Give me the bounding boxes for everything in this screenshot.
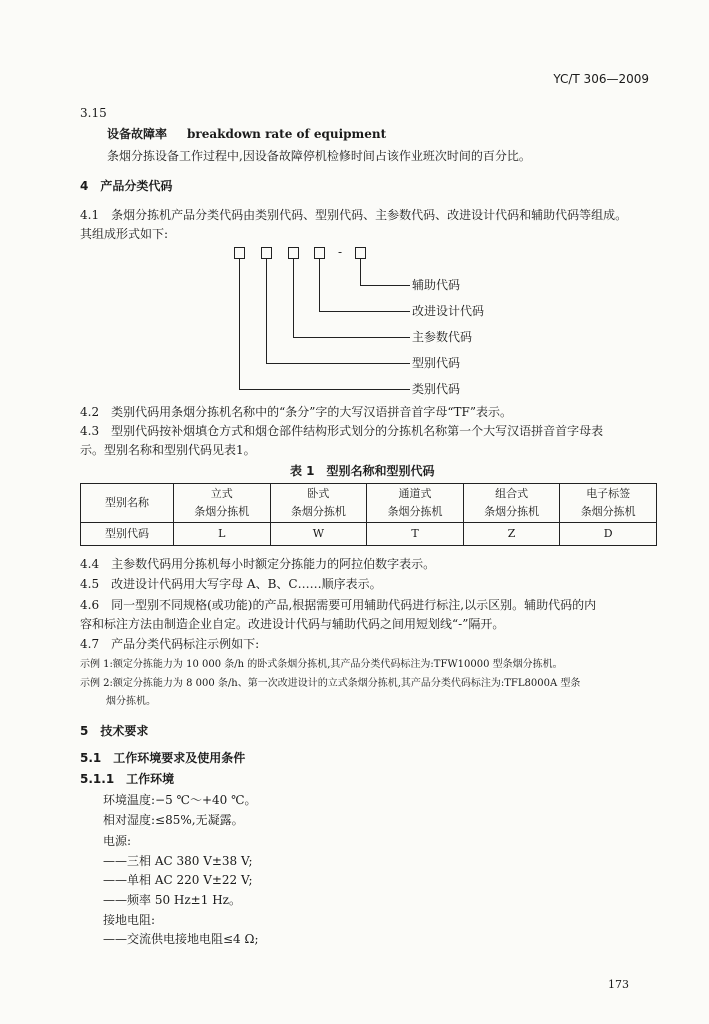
example-1: 示例 1:额定分拣能力为 10 000 条/h 的卧式条烟分拣机,其产品分类代码标注为:TFW10000 型条烟分拣机。 xyxy=(80,659,563,670)
label-auxiliary-code: 辅助代码 xyxy=(412,278,461,292)
table-row xyxy=(81,484,657,523)
section-number: 3.15 xyxy=(80,106,107,120)
connector-auxiliary-v xyxy=(360,258,361,285)
connector-auxiliary-h xyxy=(360,285,410,286)
table-cell: 通道式 条烟分拣机 xyxy=(367,484,464,523)
para-4-6-line2: 容和标注方法由制造企业自定。改进设计代码与辅助代码之间用短划线“-”隔开。 xyxy=(80,617,505,631)
section-5-1-title: 5.1 工作环境要求及使用条件 xyxy=(80,751,246,765)
para-4-6-line1: 4.6 同一型别不同规格(或功能)的产品,根据需要可用辅助代码进行标注,以示区别。辅助代码的内 xyxy=(80,598,597,612)
para-4-2: 4.2 类别代码用条烟分拣机名称中的“条分”字的大写汉语拼音首字母“TF”表示。 xyxy=(80,405,512,419)
table-cell: Z xyxy=(463,523,560,546)
label-type-code: 型别代码 xyxy=(412,356,461,370)
env-power: 电源: xyxy=(103,834,132,848)
label-category-code: 类别代码 xyxy=(412,382,461,396)
term-english: breakdown rate of equipment xyxy=(187,127,387,141)
table-cell: D xyxy=(560,523,657,546)
table-cell: L xyxy=(174,523,271,546)
section-5-1-1-title: 5.1.1 工作环境 xyxy=(80,772,175,786)
env-temperature: 环境温度:−5 ℃～+40 ℃。 xyxy=(103,793,257,807)
table-cell: 立式 条烟分拣机 xyxy=(174,484,271,523)
table-cell: W xyxy=(270,523,367,546)
connector-type-v xyxy=(266,258,267,363)
term-chinese: 设备故障率 xyxy=(107,127,168,141)
label-improvement-code: 改进设计代码 xyxy=(412,304,485,318)
type-code-table xyxy=(80,483,657,546)
page-header: YC/T 306—2009 xyxy=(553,72,649,86)
para-4-4: 4.4 主参数代码用分拣机每小时额定分拣能力的阿拉伯数字表示。 xyxy=(80,557,436,571)
para-4-5: 4.5 改进设计代码用大写字母 A、B、C……顺序表示。 xyxy=(80,577,382,591)
table-row-label: 型别代码 xyxy=(81,523,174,546)
connector-type-h xyxy=(266,363,410,364)
label-main-param-code: 主参数代码 xyxy=(412,330,473,344)
table-cell: 组合式 条烟分拣机 xyxy=(463,484,560,523)
connector-main-param-h xyxy=(293,337,410,338)
connector-improvement-h xyxy=(319,311,410,312)
section-4-title: 4 产品分类代码 xyxy=(80,179,173,193)
power-frequency: ——频率 50 Hz±1 Hz。 xyxy=(103,893,241,907)
para-4-3-line2: 示。型别名称和型别代码见表1。 xyxy=(80,443,256,457)
table-header-label: 型别名称 xyxy=(81,484,174,523)
para-4-1-line2: 其组成形式如下: xyxy=(80,227,169,241)
code-dash: - xyxy=(338,245,343,259)
para-4-1-line1: 4.1 条烟分拣机产品分类代码由类别代码、型别代码、主参数代码、改进设计代码和辅助代码等组成。 xyxy=(80,208,628,222)
table-row xyxy=(81,523,657,546)
table-cell: T xyxy=(367,523,464,546)
section-5-title: 5 技术要求 xyxy=(80,724,149,738)
table-cell: 电子标签 条烟分拣机 xyxy=(560,484,657,523)
grounding-ac: ——交流供电接地电阻≤4 Ω; xyxy=(103,932,259,946)
connector-improvement-v xyxy=(319,258,320,311)
table-cell: 卧式 条烟分拣机 xyxy=(270,484,367,523)
example-2-line2: 烟分拣机。 xyxy=(106,696,156,707)
para-4-3-line1: 4.3 型别代码按补烟填仓方式和烟仓部件结构形式划分的分拣机名称第一个大写汉语拼音首字母表 xyxy=(80,424,604,438)
page-number: 173 xyxy=(608,978,629,991)
env-humidity: 相对湿度:≤85%,无凝露。 xyxy=(103,813,244,827)
power-single-phase: ——单相 AC 220 V±22 V; xyxy=(103,873,253,887)
para-4-7: 4.7 产品分类代码标注示例如下: xyxy=(80,637,260,651)
power-three-phase: ——三相 AC 380 V±38 V; xyxy=(103,854,253,868)
example-2-line1: 示例 2:额定分拣能力为 8 000 条/h、第一次改进设计的立式条烟分拣机,其产品分类代码标注为:TFL8000A 型条 xyxy=(80,678,581,689)
term-definition: 条烟分拣设备工作过程中,因设备故障停机检修时间占该作业班次时间的百分比。 xyxy=(107,149,531,163)
connector-main-param-v xyxy=(293,258,294,337)
connector-category-v xyxy=(239,258,240,389)
env-grounding: 接地电阻: xyxy=(103,913,156,927)
table-caption: 表 1 型别名称和型别代码 xyxy=(290,464,435,478)
connector-category-h xyxy=(239,389,410,390)
